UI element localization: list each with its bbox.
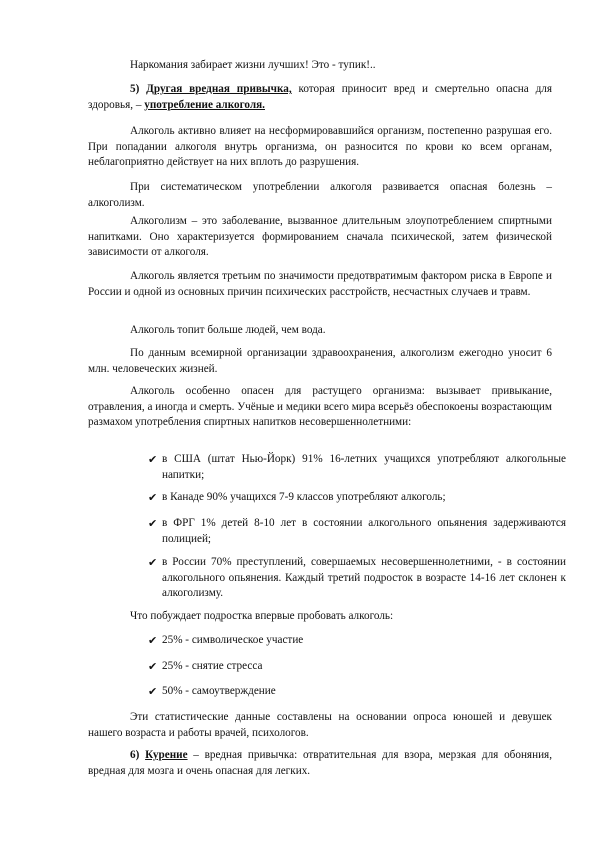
paragraph-source: Эти статистические данные составлены на основании опроса юношей и девушек нашего возраста и работы врачей, психологов. — [88, 711, 552, 739]
stat-item-text: в США (штат Нью-Йорк) 91% 16-летних учащихся употребляют алкогольные напитки; — [162, 453, 566, 481]
checkmark-icon: ✔ — [148, 453, 158, 466]
section-5-paragraph — [88, 82, 552, 113]
section-5-topic: употребление алкоголя. — [144, 98, 265, 111]
stat-item — [148, 555, 566, 602]
stat-item-text: в Канаде 90% учащихся 7-9 классов употребляют алкоголь; — [162, 491, 446, 503]
paragraph-question: Что побуждает подростка впервые пробовать алкоголь: — [130, 610, 394, 622]
stat-item-text: в ФРГ 1% детей 8-10 лет в состоянии алкогольного опьянения задерживаются полицией; — [162, 517, 566, 545]
checkmark-icon: ✔ — [148, 491, 158, 504]
checkmark-icon: ✔ — [148, 634, 158, 647]
section-6-prefix: 6) — [130, 749, 146, 761]
checkmark-icon: ✔ — [148, 517, 158, 530]
section-5-title: Другая вредная привычка, — [146, 83, 292, 95]
paragraph-growing-organism: Алкоголь особенно опасен для растущего организма: вызывает привыкание, отравления, а иногда и смерть. Учёные и медики всего мира всерьёз обеспокоены возрастающим размахом употребления спиртных напитков несовершеннолетними: — [88, 385, 552, 428]
checkmark-icon: ✔ — [148, 556, 158, 569]
stat-item-text: в России 70% преступлений, совершаемых несовершеннолетними, - в состоянии алкогольного опьянения. Каждый третий подросток в возрасте 14-16 лет склонен к алкоголизму. — [162, 556, 566, 599]
section-6-paragraph — [88, 748, 552, 779]
section-5-text: которая приносит вред и смертельно опасна для здоровья, – — [88, 83, 552, 111]
paragraph-risk-factor: Алкоголь является третьим по значимости предотвратимым фактором риска в Европе и России и одной из основных причин психических расстройств, несчастных случаев и травм. — [88, 270, 552, 298]
reason-item-text: 50% - самоутверждение — [162, 685, 276, 697]
paragraph-systematic-use: При систематическом употреблении алкоголя развивается опасная болезнь – алкоголизм. — [88, 181, 552, 209]
reason-item — [148, 633, 566, 649]
section-6-title: Курение — [145, 749, 188, 761]
reason-item — [148, 659, 566, 675]
paragraph-drowns: Алкоголь топит больше людей, чем вода. — [130, 324, 326, 336]
reason-item-text: 25% - снятие стресса — [162, 660, 263, 672]
section-6-text: – вредная привычка: отвратительная для взора, мерзкая для обоняния, вредная для мозга и очень опасная для легких. — [88, 749, 552, 777]
stat-item — [148, 516, 566, 547]
checkmark-icon: ✔ — [148, 660, 158, 673]
stat-item — [148, 490, 566, 506]
reason-item-text: 25% - символическое участие — [162, 634, 304, 646]
paragraph-alcoholism-definition: Алкоголизм – это заболевание, вызванное длительным злоупотреблением спиртными напитками. Оно характеризуется формированием сначала психической, затем физической зависимости от алкоголя. — [88, 215, 552, 258]
reason-item — [148, 684, 566, 700]
paragraph-who: По данным всемирной организации здравоохранения, алкоголизм ежегодно уносит 6 млн. человеческих жизней. — [88, 347, 552, 375]
stat-item — [148, 452, 566, 483]
paragraph-alcohol-organism: Алкоголь активно влияет на несформировавшийся организм, постепенно разрушая его. При попадании алкоголя внутрь организма, он разносится по крови ко всем органам, неблагоприятно действует на них вплоть до разрушения. — [88, 125, 552, 168]
checkmark-icon: ✔ — [148, 685, 158, 698]
intro-line: Наркомания забирает жизни лучших! Это - тупик!.. — [130, 59, 376, 71]
section-5-prefix: 5) — [130, 83, 147, 95]
